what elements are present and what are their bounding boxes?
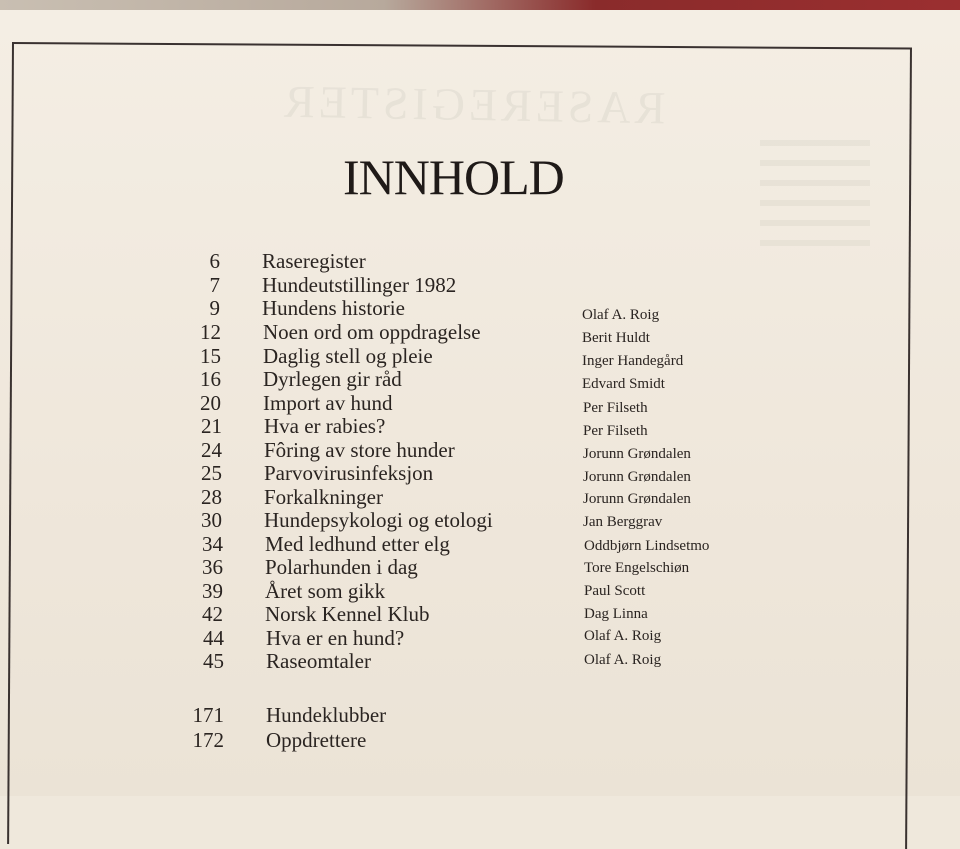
toc-author: Tore Engelschiøn	[584, 560, 690, 576]
toc-page-number: 30	[201, 508, 222, 532]
toc-author: Inger Handegård	[582, 353, 684, 369]
toc-page-number: 21	[201, 414, 222, 438]
toc-entry	[0, 508, 960, 532]
toc-title: Hundeutstillinger 1982	[262, 273, 457, 297]
toc-title: Forkalkninger	[264, 485, 383, 509]
toc-title: Import av hund	[263, 391, 393, 415]
toc-entry	[0, 649, 960, 673]
toc-entry	[0, 296, 960, 320]
toc-page-number: 24	[201, 438, 222, 462]
toc-author: Jan Berggrav	[583, 514, 663, 530]
toc-title: Dyrlegen gir råd	[263, 367, 402, 391]
toc-page-number: 12	[200, 320, 221, 344]
toc-title: Oppdrettere	[266, 728, 367, 752]
toc-entry	[0, 249, 960, 273]
toc-author: Edvard Smidt	[582, 376, 665, 392]
toc-entry	[0, 485, 960, 509]
toc-entry	[0, 555, 960, 579]
toc-page-number: 45	[203, 649, 224, 673]
toc-entry	[0, 602, 960, 626]
toc-title: Polarhunden i dag	[265, 555, 418, 579]
page-title: INNHOLD	[343, 149, 564, 205]
toc-page-number: 44	[203, 626, 224, 650]
toc-title: Norsk Kennel Klub	[265, 602, 430, 626]
toc-title: Fôring av store hunder	[264, 438, 455, 462]
toc-title: Raseregister	[262, 249, 366, 273]
toc-page-number: 7	[209, 273, 220, 297]
toc-title: Daglig stell og pleie	[263, 344, 433, 368]
toc-title: Hundens historie	[262, 296, 405, 320]
toc-author: Berit Huldt	[582, 330, 650, 346]
toc-title: Hva er en hund?	[266, 626, 405, 650]
toc-page-number: 9	[209, 296, 220, 320]
toc-title: Hundepsykologi og etologi	[264, 508, 493, 532]
toc-author: Oddbjørn Lindsetmo	[584, 538, 710, 554]
toc-page-number: 36	[202, 555, 223, 579]
toc-entry	[0, 344, 960, 368]
toc-entry	[0, 532, 960, 556]
toc-entry	[0, 320, 960, 344]
toc-author: Olaf A. Roig	[582, 307, 660, 323]
toc-author: Jorunn Grøndalen	[583, 491, 691, 507]
toc-author: Per Filseth	[583, 400, 648, 416]
toc-page-number: 42	[202, 602, 223, 626]
toc-author: Jorunn Grøndalen	[583, 446, 691, 462]
toc-page-number: 6	[209, 249, 220, 273]
toc-title: Noen ord om oppdragelse	[263, 320, 481, 344]
toc-page-number: 28	[201, 485, 222, 509]
toc-entry	[0, 438, 960, 462]
toc-entry	[0, 414, 960, 438]
toc-page-number: 16	[200, 367, 221, 391]
toc-entry	[0, 461, 960, 485]
toc-page-number: 20	[200, 391, 221, 415]
toc-title: Parvovirusinfeksjon	[264, 461, 434, 485]
show-through-heading: RASEREGISTER	[279, 75, 666, 134]
toc-page-number: 39	[202, 579, 223, 603]
toc-entry	[0, 703, 960, 727]
toc-author: Dag Linna	[584, 606, 648, 622]
toc-title: Året som gikk	[265, 579, 386, 603]
toc-page-number: 25	[201, 461, 222, 485]
toc-page-number: 34	[202, 532, 223, 556]
toc-author: Per Filseth	[583, 423, 648, 439]
toc-page-number: 171	[192, 703, 224, 727]
toc-page-number: 15	[200, 344, 221, 368]
toc-title: Med ledhund etter elg	[265, 532, 450, 556]
toc-page-number: 172	[192, 728, 224, 752]
toc-author: Paul Scott	[584, 583, 646, 599]
toc-entry	[0, 579, 960, 603]
toc-entry	[0, 391, 960, 415]
toc-author: Olaf A. Roig	[584, 652, 662, 668]
toc-title: Hva er rabies?	[264, 414, 386, 438]
toc-entry	[0, 367, 960, 391]
toc-entry	[0, 273, 960, 297]
toc-title: Raseomtaler	[266, 649, 371, 673]
toc-author: Olaf A. Roig	[584, 628, 662, 644]
toc-entry	[0, 626, 960, 650]
toc-entry	[0, 728, 960, 752]
toc-title: Hundeklubber	[266, 703, 387, 727]
toc-author: Jorunn Grøndalen	[583, 469, 691, 485]
